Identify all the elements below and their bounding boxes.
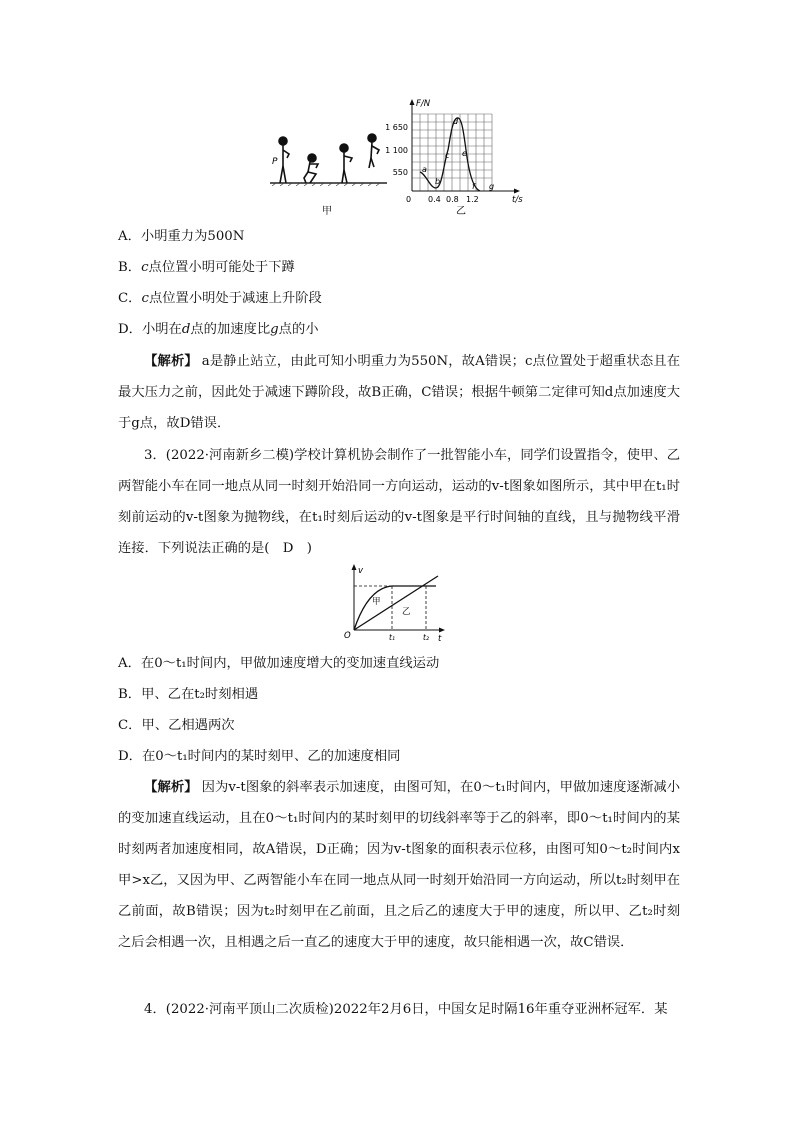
t1-label: t₁ xyxy=(389,633,395,642)
point-c: c xyxy=(445,151,450,160)
y-axis-arrow xyxy=(410,99,415,105)
point-e: e xyxy=(462,149,467,158)
q3-stem: 3．(2022·河南新乡二模)学校计算机协会制作了一批智能小车，同学们设置指令，使甲、乙两智能小车在同一地点从同一时刻开始沿同一方向运动，运动的v-t图象如图所示，其中甲在t₁时刻前运动的v-t图象为抛物线，在t₁时刻后运动的v-t图象是平行时间轴的直线，且与抛物线平滑连接．下列说法正确的是( D ) xyxy=(118,448,680,556)
force-time-graph xyxy=(385,99,523,217)
point-d: d xyxy=(453,117,459,126)
y-tick-1100: 1 100 xyxy=(385,146,408,155)
curve-jia xyxy=(354,586,436,630)
graph-grid xyxy=(412,114,495,191)
x-tick-1.2: 1.2 xyxy=(466,195,479,204)
person-jumping xyxy=(368,134,379,168)
x-tick-0: 0 xyxy=(406,195,412,204)
q2-option-a: A．小明重力为500N xyxy=(118,229,245,244)
caption-yi: 乙 xyxy=(456,206,466,217)
person-label: P xyxy=(272,157,278,167)
q2-option-d: D．小明在d点的加速度比g点的小 xyxy=(118,322,319,337)
v-axis-label: v xyxy=(358,566,364,576)
y-tick-1650: 1 650 xyxy=(385,123,408,132)
figure-1 xyxy=(262,96,532,220)
person-squatting xyxy=(304,154,318,183)
q3-option-c: C．甲、乙相遇两次 xyxy=(118,718,235,733)
x-tick-0.4: 0.4 xyxy=(428,195,441,204)
label-jia: 甲 xyxy=(372,597,381,607)
point-f: f xyxy=(472,182,475,191)
q2-option-b: B．c点位置小明可能处于下蹲 xyxy=(118,260,295,275)
q4-stem: 4．(2022·河南平顶山二次质检)2022年2月6日，中国女足时隔16年重夺亚洲杯冠军．某 xyxy=(144,1002,668,1017)
q3-option-b: B．甲、乙在t₂时刻相遇 xyxy=(118,687,259,702)
v-axis-arrow xyxy=(352,564,357,570)
point-a: a xyxy=(422,165,427,174)
q3-analysis: 【解析】 因为v-t图象的斜率表示加速度，由图可知，在0～t₁时间内，甲做加速度逐渐减小的变加速直线运动，且在0～t₁时间内的某时刻甲的切线斜率等于乙的斜率，即0～t₁时间内的某时刻两者加速度相同，故A错误，D正确；因为v-t图象的面积表示位移，由图可知0～t₂时间内x甲>x乙，又因为甲、乙两智能小车在同一地点从同一时刻开始沿同一方向运动，所以t₂时刻甲在乙前面，故B错误；因为t₂时刻甲在乙前面，且之后乙的速度大于甲的速度，所以甲、乙t₂时刻之后会相遇一次，且相遇之后一直乙的速度大于甲的速度，故只能相遇一次，故C错误． xyxy=(118,780,681,950)
person-rising xyxy=(340,144,352,183)
x-axis-label: t/s xyxy=(512,195,523,205)
point-g: g xyxy=(489,182,495,191)
person-standing xyxy=(279,137,289,183)
q3-option-d: D．在0～t₁时间内的某时刻甲、乙的加速度相同 xyxy=(118,749,401,764)
y-tick-550: 550 xyxy=(392,168,408,177)
point-b: b xyxy=(435,177,441,186)
caption-jia: 甲 xyxy=(322,206,332,217)
x-tick-0.8: 0.8 xyxy=(446,195,459,204)
x-axis-arrow xyxy=(514,189,520,194)
figure-2 xyxy=(340,564,450,644)
t-axis-label: t xyxy=(438,634,442,644)
force-curve xyxy=(420,118,480,191)
t-axis-arrow xyxy=(439,628,445,633)
t2-label: t₂ xyxy=(423,633,429,642)
q3-option-a: A．在0～t₁时间内，甲做加速度增大的变加速直线运动 xyxy=(118,656,440,671)
q2-analysis: 【解析】 a是静止站立，由此可知小明重力为550N，故A错误；c点位置处于超重状态且在最大压力之前，因此处于减速下蹲阶段，故B正确，C错误；根据牛顿第二定律可知d点加速度大于g点，故D错误． xyxy=(118,354,680,431)
q2-option-c: C．c点位置小明处于减速上升阶段 xyxy=(118,291,322,306)
y-axis-label: F/N xyxy=(416,99,431,109)
label-yi: 乙 xyxy=(402,607,411,617)
origin-label: O xyxy=(344,631,351,641)
